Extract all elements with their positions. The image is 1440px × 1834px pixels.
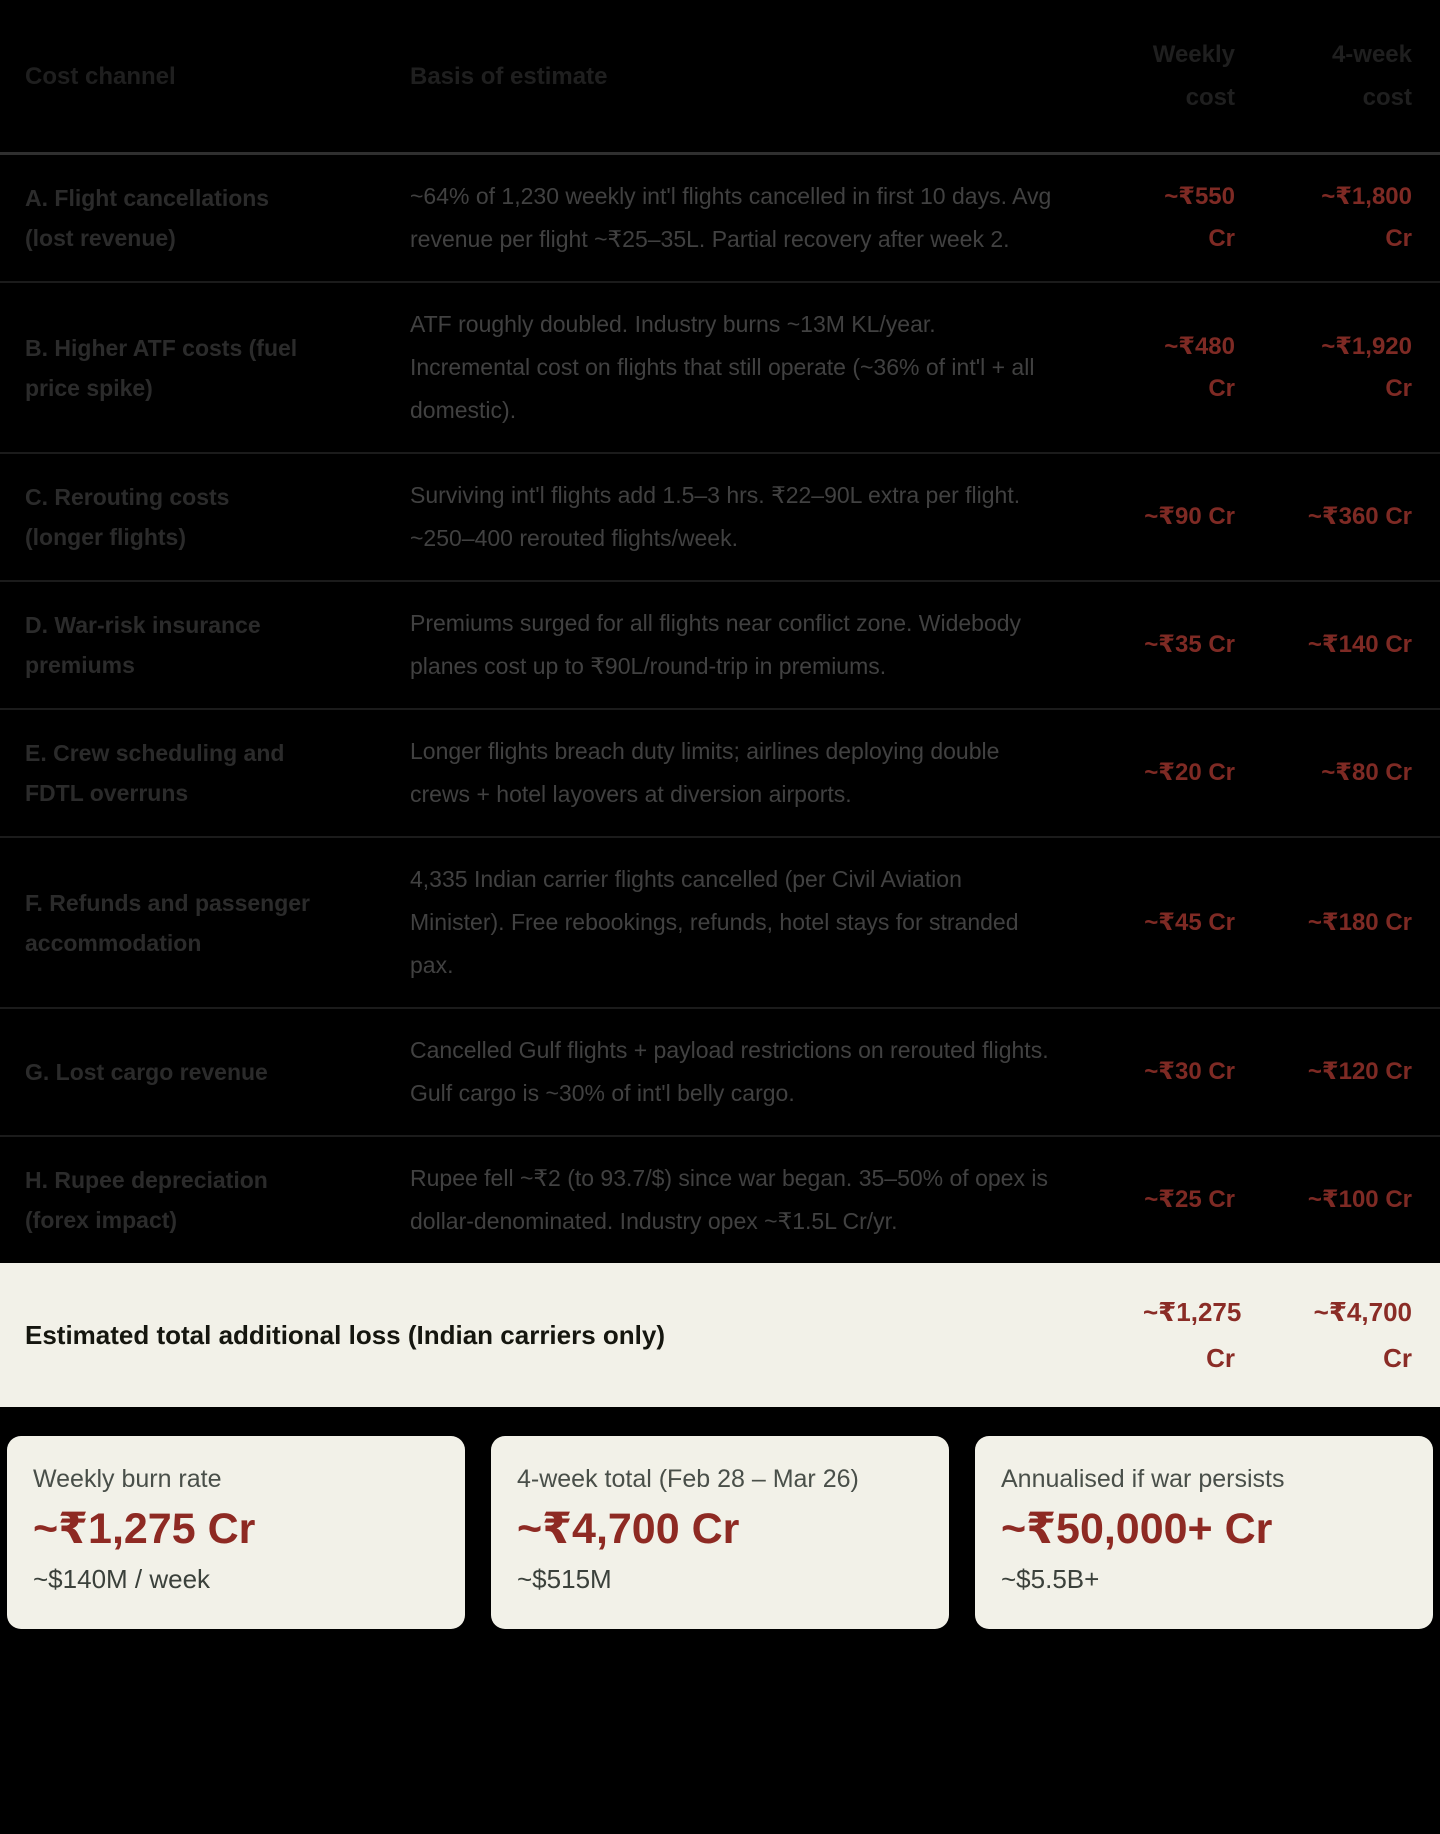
four-week-cost-cell: ~₹120 Cr	[1307, 1058, 1412, 1085]
table-row-flight-cancellations	[0, 155, 1440, 281]
column-header-basis-of-estimate: Basis of estimate	[410, 62, 608, 90]
weekly-cost-cell: ~₹45 Cr	[1144, 908, 1235, 936]
four-week-cost-cell: ~₹180 Cr	[1307, 908, 1412, 936]
table-row-refunds-accommodation	[0, 836, 1440, 1007]
cost-channel-cell: B. Higher ATF costs (fuel price spike)	[25, 334, 298, 401]
weekly-cost-cell: ~₹550 Cr	[1164, 183, 1235, 252]
table-row-crew-scheduling	[0, 708, 1440, 836]
column-header-4-week-cost: 4-week cost	[1331, 41, 1412, 111]
summary-cards	[7, 1436, 1433, 1629]
card-annualised-total	[975, 1436, 1433, 1629]
total-four-week-cost: ~₹4,700 Cr	[1313, 1297, 1412, 1373]
card-subvalue: ~$5.5B+	[1001, 1564, 1100, 1594]
table-row-war-risk-insurance	[0, 580, 1440, 708]
column-header-weekly-cost: Weekly cost	[1152, 41, 1235, 111]
cost-channel-cell: E. Crew scheduling and FDTL overruns	[25, 740, 285, 806]
total-row	[0, 1263, 1440, 1407]
cost-channel-cell: G. Lost cargo revenue	[25, 1059, 268, 1085]
basis-cell: ATF roughly doubled. Industry burns ~13M KL/year. Incremental cost on flights that still operate (~36% of int'l + all domestic).	[410, 311, 1035, 423]
four-week-cost-cell: ~₹1,920 Cr	[1321, 332, 1412, 402]
weekly-cost-cell: ~₹20 Cr	[1144, 759, 1235, 786]
table-row-higher-atf-costs	[0, 281, 1440, 452]
cost-channel-cell: C. Rerouting costs (longer flights)	[25, 484, 230, 550]
four-week-cost-cell: ~₹140 Cr	[1307, 631, 1412, 658]
table-row-rerouting-costs	[0, 452, 1440, 580]
weekly-cost-cell: ~₹480 Cr	[1164, 332, 1235, 402]
basis-cell: Longer flights breach duty limits; airlines deploying double crews + hotel layovers at diversion airports.	[410, 738, 1000, 807]
weekly-cost-cell: ~₹25 Cr	[1144, 1186, 1235, 1213]
basis-cell: 4,335 Indian carrier flights cancelled (per Civil Aviation Minister). Free rebookings, refunds, hotel stays for stranded pax.	[410, 866, 1019, 978]
basis-cell: Rupee fell ~₹2 (to 93.7/$) since war began. 35–50% of opex is dollar-denominated. Industry opex ~₹1.5L Cr/yr.	[410, 1165, 1048, 1234]
card-value: ~₹1,275 Cr	[33, 1505, 256, 1553]
card-label: 4-week total (Feb 28 – Mar 26)	[517, 1465, 859, 1493]
cost-channel-cell: A. Flight cancellations (lost revenue)	[25, 185, 270, 251]
card-subvalue: ~$515M	[517, 1564, 612, 1594]
four-week-cost-cell: ~₹100 Cr	[1307, 1186, 1412, 1213]
cost-channel-cell: F. Refunds and passenger accommodation	[25, 889, 311, 956]
four-week-cost-cell: ~₹360 Cr	[1307, 503, 1412, 530]
card-four-week-total	[491, 1436, 949, 1629]
table-row-rupee-depreciation	[0, 1135, 1440, 1263]
card-value: ~₹4,700 Cr	[517, 1505, 740, 1553]
four-week-cost-cell: ~₹80 Cr	[1321, 759, 1412, 786]
card-value: ~₹50,000+ Cr	[1001, 1505, 1273, 1553]
basis-cell: Cancelled Gulf flights + payload restrictions on rerouted flights. Gulf cargo is ~30% of int'l belly cargo.	[410, 1037, 1049, 1106]
card-label: Annualised if war persists	[1001, 1465, 1285, 1493]
four-week-cost-cell: ~₹1,800 Cr	[1321, 183, 1412, 252]
table-row-lost-cargo-revenue	[0, 1007, 1440, 1135]
column-header-cost-channel: Cost channel	[25, 62, 176, 90]
total-weekly-cost: ~₹1,275 Cr	[1143, 1297, 1242, 1373]
card-label: Weekly burn rate	[33, 1465, 222, 1493]
basis-cell: ~64% of 1,230 weekly int'l flights cancelled in first 10 days. Avg revenue per flight ~₹25–35L. Partial recovery after week 2.	[410, 183, 1052, 252]
cost-channel-cell: D. War-risk insurance premiums	[25, 612, 261, 678]
weekly-cost-cell: ~₹35 Cr	[1144, 631, 1235, 658]
cost-channel-cell: H. Rupee depreciation (forex impact)	[25, 1167, 268, 1233]
card-subvalue: ~$140M / week	[33, 1564, 211, 1594]
table-header-row	[0, 0, 1440, 155]
basis-cell: Premiums surged for all flights near conflict zone. Widebody planes cost up to ₹90L/round-trip in premiums.	[410, 610, 1022, 679]
total-label: Estimated total additional loss (Indian carriers only)	[25, 1319, 666, 1350]
card-weekly-burn-rate	[7, 1436, 465, 1629]
weekly-cost-cell: ~₹30 Cr	[1144, 1058, 1235, 1085]
weekly-cost-cell: ~₹90 Cr	[1144, 503, 1235, 530]
basis-cell: Surviving int'l flights add 1.5–3 hrs. ₹22–90L extra per flight. ~250–400 rerouted flights/week.	[410, 482, 1021, 551]
